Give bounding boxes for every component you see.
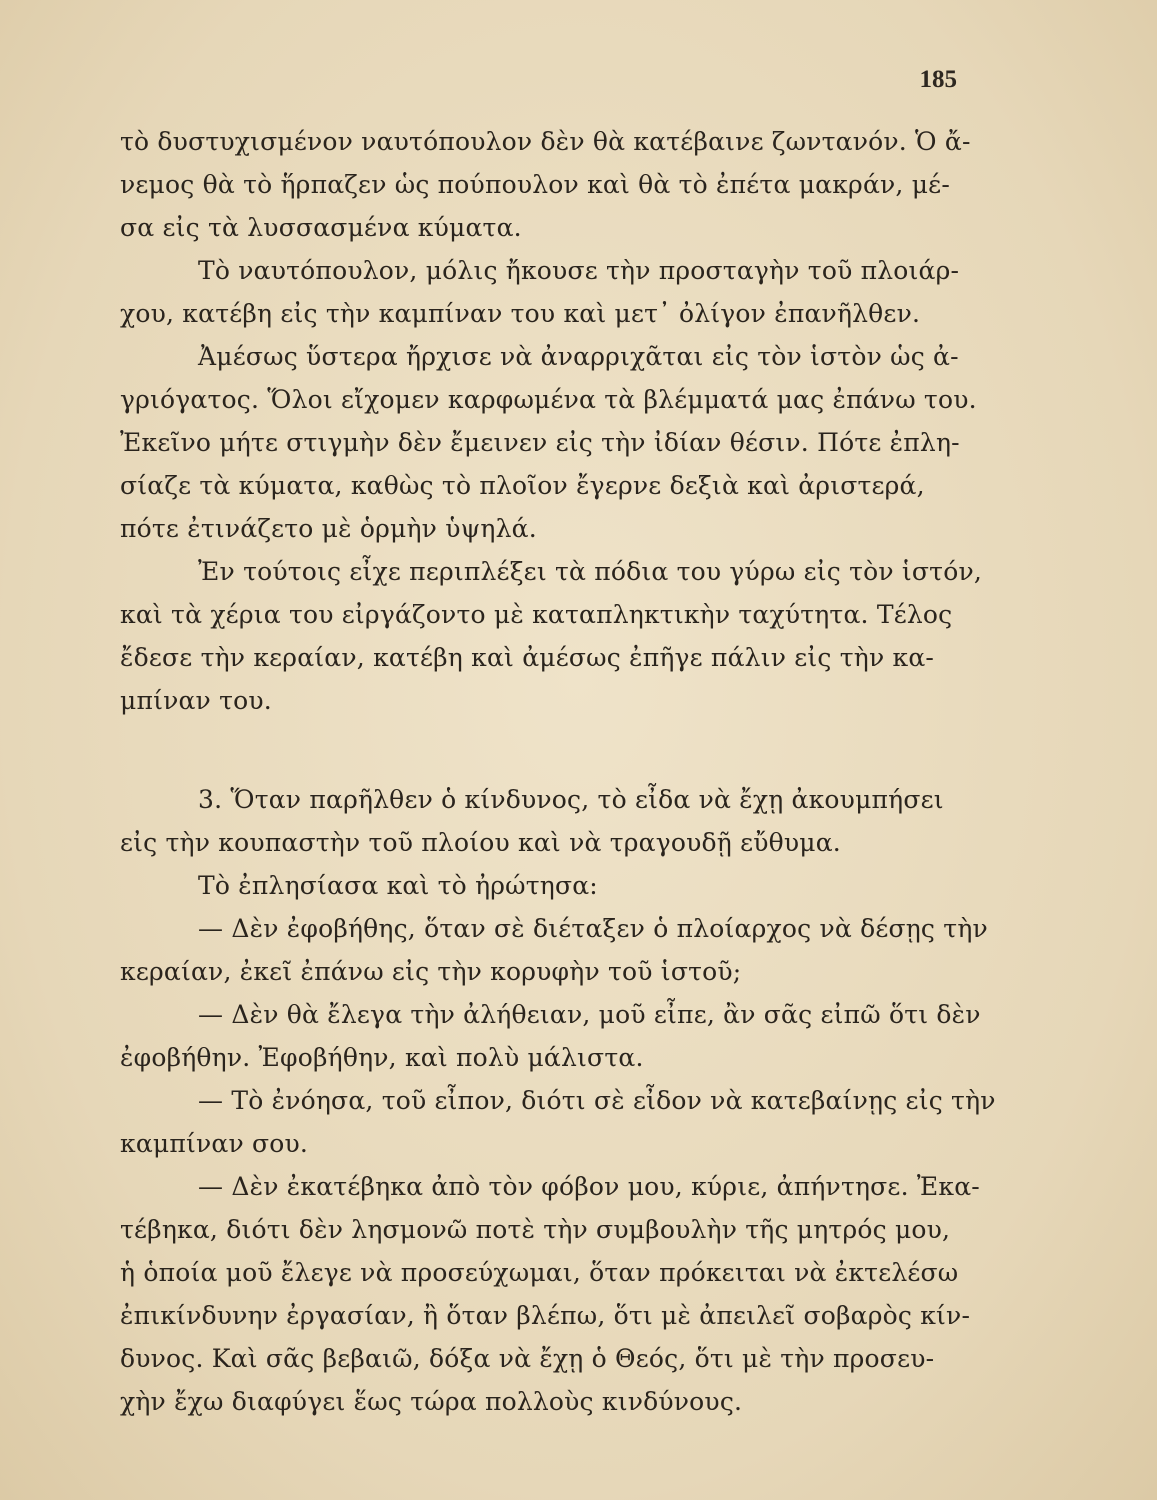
text-line: σίαζε τὰ κύματα, καθὼς τὸ πλοῖον ἔγερνε δεξιὰ καὶ ἀριστερά, xyxy=(120,471,925,500)
text-line: — Τὸ ἐνόησα, τοῦ εἶπον, διότι σὲ εἶδον νὰ κατεβαίνῃς εἰς τὴν xyxy=(198,1086,996,1115)
text-line: ἐφοβήθην. Ἐφοβήθην, καὶ πολὺ μάλιστα. xyxy=(120,1043,644,1072)
text-line: εἰς τὴν κουπαστὴν τοῦ πλοίου καὶ νὰ τραγουδῇ εὔθυμα. xyxy=(120,828,841,857)
text-line: Τὸ ναυτόπουλον, μόλις ἤκουσε τὴν προσταγὴν τοῦ πλοιάρ- xyxy=(198,256,960,285)
text-line: — Δὲν θὰ ἔλεγα τὴν ἀλήθειαν, μοῦ εἶπε, ἂν σᾶς εἰπῶ ὅτι δὲν xyxy=(198,1000,981,1029)
body-text xyxy=(120,120,996,1423)
text-line: τὸ δυστυχισμένον ναυτόπουλον δὲν θὰ κατέβαινε ζωντανόν. Ὁ ἄ- xyxy=(120,127,971,156)
text-line: μπίναν του. xyxy=(120,686,272,715)
text-line: Ἐν τούτοις εἶχε περιπλέξει τὰ πόδια του γύρω εἰς τὸν ἱστόν, xyxy=(198,557,983,586)
text-line: — Δὲν ἐκατέβηκα ἀπὸ τὸν φόβον μου, κύριε, ἀπήντησε. Ἐκα- xyxy=(198,1172,980,1201)
text-line: χου, κατέβη εἰς τὴν καμπίναν του καὶ μετ᾿ ὀλίγον ἐπανῆλθεν. xyxy=(120,299,921,328)
page-number: 185 xyxy=(919,66,957,93)
text-line: νεμος θὰ τὸ ἥρπαζεν ὡς πούπουλον καὶ θὰ τὸ ἐπέτα μακράν, μέ- xyxy=(120,170,950,199)
text-line: — Δὲν ἐφοβήθης, ὅταν σὲ διέταξεν ὁ πλοίαρχος νὰ δέσῃς τὴν xyxy=(198,914,988,943)
text-line: ἔδεσε τὴν κεραίαν, κατέβη καὶ ἀμέσως ἐπῆγε πάλιν εἰς τὴν κα- xyxy=(120,643,935,672)
text-line: Τὸ ἐπλησίασα καὶ τὸ ἠρώτησα: xyxy=(198,871,598,900)
text-line: Ἐκεῖνο μήτε στιγμὴν δὲν ἔμεινεν εἰς τὴν ἰδίαν θέσιν. Πότε ἐπλη- xyxy=(120,428,960,457)
text-line: γριόγατος. Ὅλοι εἴχομεν καρφωμένα τὰ βλέμματά μας ἐπάνω του. xyxy=(120,385,977,414)
text-line: Ἀμέσως ὕστερα ἤρχισε νὰ ἀναρριχᾶται εἰς τὸν ἱστὸν ὡς ἀ- xyxy=(198,342,959,371)
section-gap xyxy=(120,722,960,778)
text-line: ἡ ὁποία μοῦ ἔλεγε νὰ προσεύχωμαι, ὅταν πρόκειται νὰ ἐκτελέσω xyxy=(120,1258,959,1287)
text-line: χὴν ἔχω διαφύγει ἕως τώρα πολλοὺς κινδύνους. xyxy=(120,1387,743,1416)
text-line: κεραίαν, ἐκεῖ ἐπάνω εἰς τὴν κορυφὴν τοῦ ἱστοῦ; xyxy=(120,957,742,986)
text-line: πότε ἐτινάζετο μὲ ὁρμὴν ὑψηλά. xyxy=(120,514,537,543)
text-line: σα εἰς τὰ λυσσασμένα κύματα. xyxy=(120,213,522,242)
text-line: 3. Ὅταν παρῆλθεν ὁ κίνδυνος, τὸ εἶδα νὰ ἔχῃ ἀκουμπήσει xyxy=(198,785,944,814)
text-line: τέβηκα, διότι δὲν λησμονῶ ποτὲ τὴν συμβουλὴν τῆς μητρός μου, xyxy=(120,1215,951,1244)
text-line: καὶ τὰ χέρια του εἰργάζοντο μὲ καταπληκτικὴν ταχύτητα. Τέλος xyxy=(120,600,953,629)
text-line: ἐπικίνδυνην ἐργασίαν, ἢ ὅταν βλέπω, ὅτι μὲ ἀπειλεῖ σοβαρὸς κίν- xyxy=(120,1301,971,1330)
text-line: δυνος. Καὶ σᾶς βεβαιῶ, δόξα νὰ ἔχῃ ὁ Θεός, ὅτι μὲ τὴν προσευ- xyxy=(120,1344,935,1373)
text-line: καμπίναν σου. xyxy=(120,1129,309,1158)
